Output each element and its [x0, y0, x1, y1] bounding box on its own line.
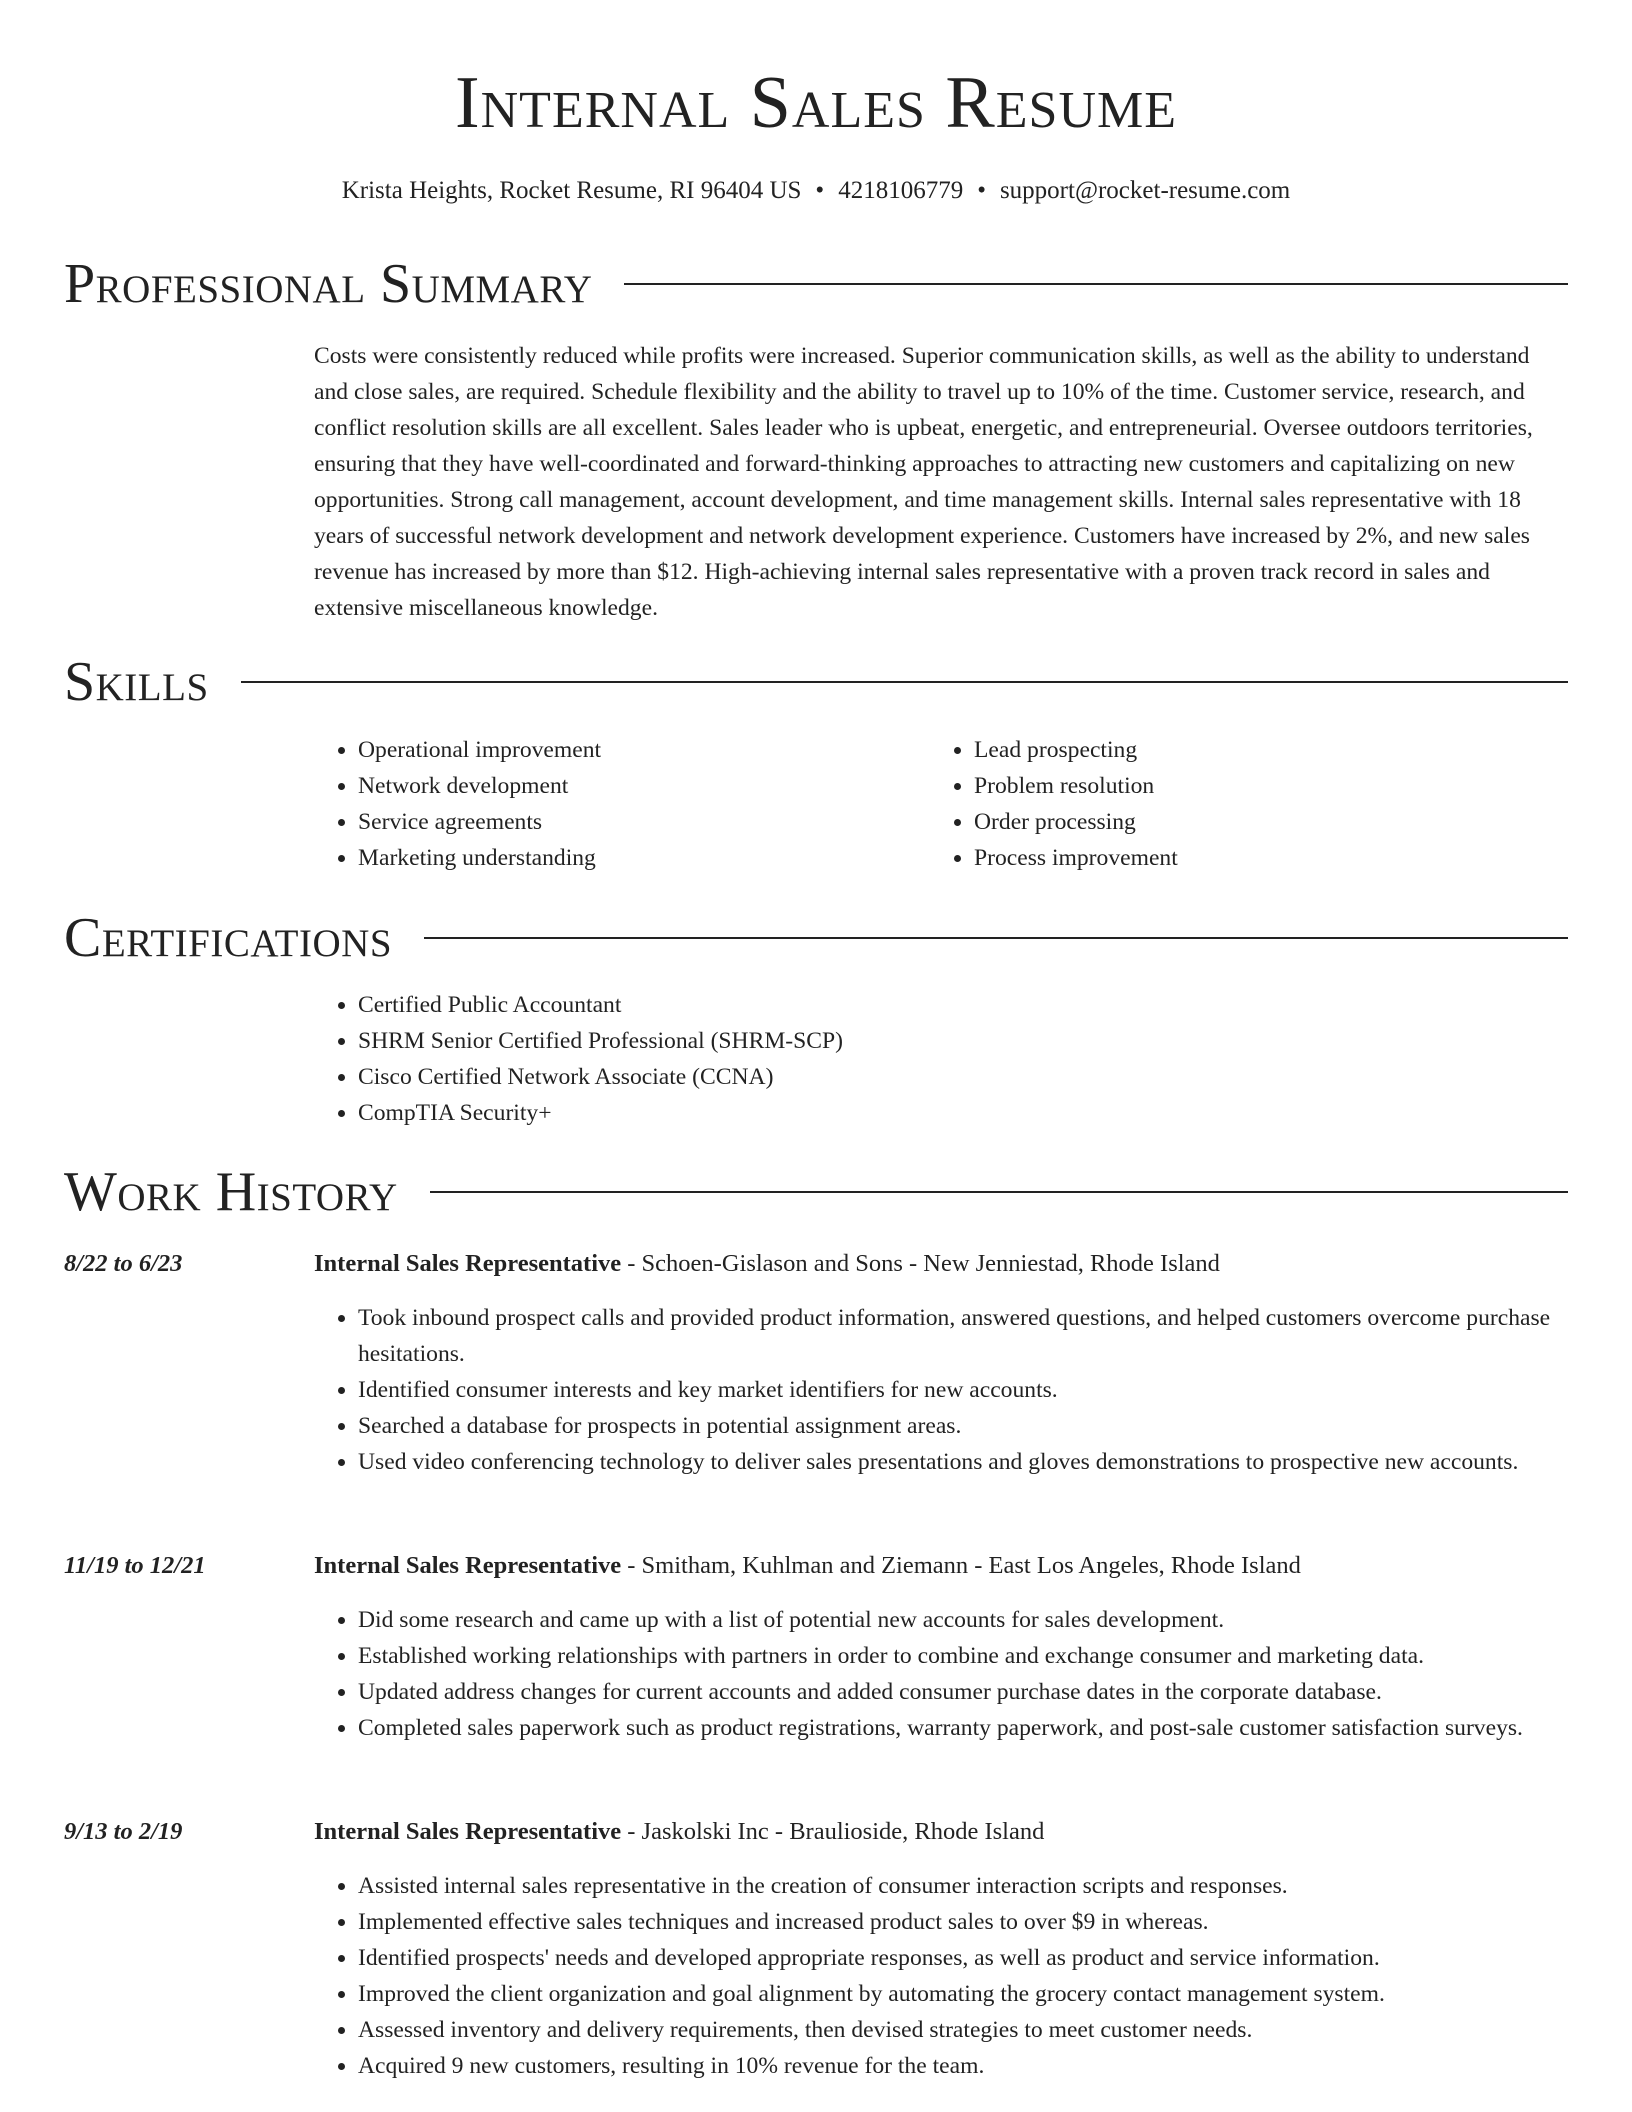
work-history-heading: Work History — [64, 1161, 398, 1223]
skills-right-column — [930, 732, 1530, 876]
contact-address: Krista Heights, Rocket Resume, RI 96404 US — [341, 177, 802, 204]
job-bullet: • Did some research and came up with a list of potential new accounts for sales development. — [358, 1602, 1568, 1638]
skills-left-column — [314, 732, 914, 876]
certifications-heading: Certifications — [64, 907, 393, 969]
skill-item: • Order processing — [974, 804, 1530, 840]
skill-item: • Lead prospecting — [974, 732, 1530, 768]
contact-line — [0, 174, 1632, 208]
section-divider — [624, 283, 1568, 285]
skill-item: • Process improvement — [974, 840, 1530, 876]
job-dates: 8/22 to 6/23 — [64, 1250, 183, 1277]
job-bullet: • Identified prospects' needs and developed appropriate responses, as well as product and service information. — [358, 1940, 1568, 1976]
certification-item: • SHRM Senior Certified Professional (SHRM-SCP) — [358, 1023, 1568, 1059]
job-bullet: • Established working relationships with partners in order to combine and exchange consumer and marketing data. — [358, 1638, 1568, 1674]
job-bullets — [314, 1602, 1568, 1746]
section-divider — [424, 937, 1568, 939]
section-divider — [241, 681, 1568, 683]
job-bullet: • Improved the client organization and goal alignment by automating the grocery contact management system. — [358, 1976, 1568, 2012]
job-employer: - Schoen-Gislason and Sons - New Jenniestad, Rhode Island — [621, 1250, 1220, 1277]
skill-item: • Service agreements — [358, 804, 914, 840]
certification-item: • Certified Public Accountant — [358, 987, 1568, 1023]
job-employer: - Jaskolski Inc - Braulioside, Rhode Island — [621, 1818, 1045, 1845]
job-header — [314, 1548, 1568, 1584]
job-bullet: • Implemented effective sales techniques and increased product sales to over $9 in whereas. — [358, 1904, 1568, 1940]
job-bullet: • Took inbound prospect calls and provided product information, answered questions, and helped customers overcome purchase hesitations. — [358, 1300, 1568, 1372]
certification-item: • CompTIA Security+ — [358, 1095, 1568, 1131]
job-bullet: • Identified consumer interests and key market identifiers for new accounts. — [358, 1372, 1568, 1408]
contact-email: support@rocket-resume.com — [999, 177, 1291, 204]
job-dates: 9/13 to 2/19 — [64, 1818, 183, 1845]
skill-item: • Marketing understanding — [358, 840, 914, 876]
job-bullets — [314, 1868, 1568, 2084]
job-bullets — [314, 1300, 1568, 1480]
resume-title: Internal Sales Resume — [454, 62, 1178, 144]
summary-text: Costs were consistently reduced while profits were increased. Superior communication skills, as well as the ability to understand and close sales, are required. Schedule flexibility and the ability to travel up to 10% of the time. Customer service, research, and conflict resolution skills are all excellent. Sales leader who is upbeat, energetic, and entrepreneurial. Oversee outdoors territories, ensuring that they have well-coordinated and forward-thinking approaches to attracting new customers and capitalizing on new opportunities. Strong call management, account development, and time management skills. Internal sales representative with 18 years of successful network development and network development experience. Customers have increased by 2%, and new sales revenue has increased by more than $12. High-achieving internal sales representative with a proven track record in sales and extensive miscellaneous knowledge. — [314, 343, 1533, 621]
job-employer: - Smitham, Kuhlman and Ziemann - East Los Angeles, Rhode Island — [621, 1552, 1301, 1579]
job-bullet: • Updated address changes for current accounts and added consumer purchase dates in the corporate database. — [358, 1674, 1568, 1710]
section-divider — [430, 1191, 1568, 1193]
job-bullet: • Searched a database for prospects in potential assignment areas. — [358, 1408, 1568, 1444]
contact-phone: 4218106779 — [838, 177, 964, 204]
job-title: Internal Sales Representative — [314, 1552, 622, 1579]
certifications-list — [314, 987, 1568, 1131]
job-title: Internal Sales Representative — [314, 1818, 622, 1845]
skills-heading: Skills — [64, 651, 209, 713]
job-bullet: • Assessed inventory and delivery requirements, then devised strategies to meet customer needs. — [358, 2012, 1568, 2048]
skill-item: • Operational improvement — [358, 732, 914, 768]
job-title: Internal Sales Representative — [314, 1250, 622, 1277]
job-header — [314, 1814, 1568, 1850]
summary-section-header — [64, 252, 1568, 316]
job-bullet: • Acquired 9 new customers, resulting in 10% revenue for the team. — [358, 2048, 1568, 2084]
skill-item: • Problem resolution — [974, 768, 1530, 804]
job-bullet: • Assisted internal sales representative in the creation of consumer interaction scripts and responses. — [358, 1868, 1568, 1904]
skills-section-header — [64, 650, 1568, 714]
contact-separator: • — [977, 177, 986, 204]
contact-separator: • — [815, 177, 825, 204]
certification-item: • Cisco Certified Network Associate (CCNA) — [358, 1059, 1568, 1095]
skill-item: • Network development — [358, 768, 914, 804]
work-history-section-header — [64, 1160, 1568, 1224]
certifications-section-header — [64, 906, 1568, 970]
job-bullet: • Used video conferencing technology to deliver sales presentations and gloves demonstrations to prospective new accounts. — [358, 1444, 1568, 1480]
summary-heading: Professional Summary — [64, 253, 593, 315]
job-header — [314, 1246, 1568, 1282]
job-dates: 11/19 to 12/21 — [64, 1552, 206, 1579]
job-bullet: • Completed sales paperwork such as product registrations, warranty paperwork, and post-sale customer satisfaction surveys. — [358, 1710, 1568, 1746]
